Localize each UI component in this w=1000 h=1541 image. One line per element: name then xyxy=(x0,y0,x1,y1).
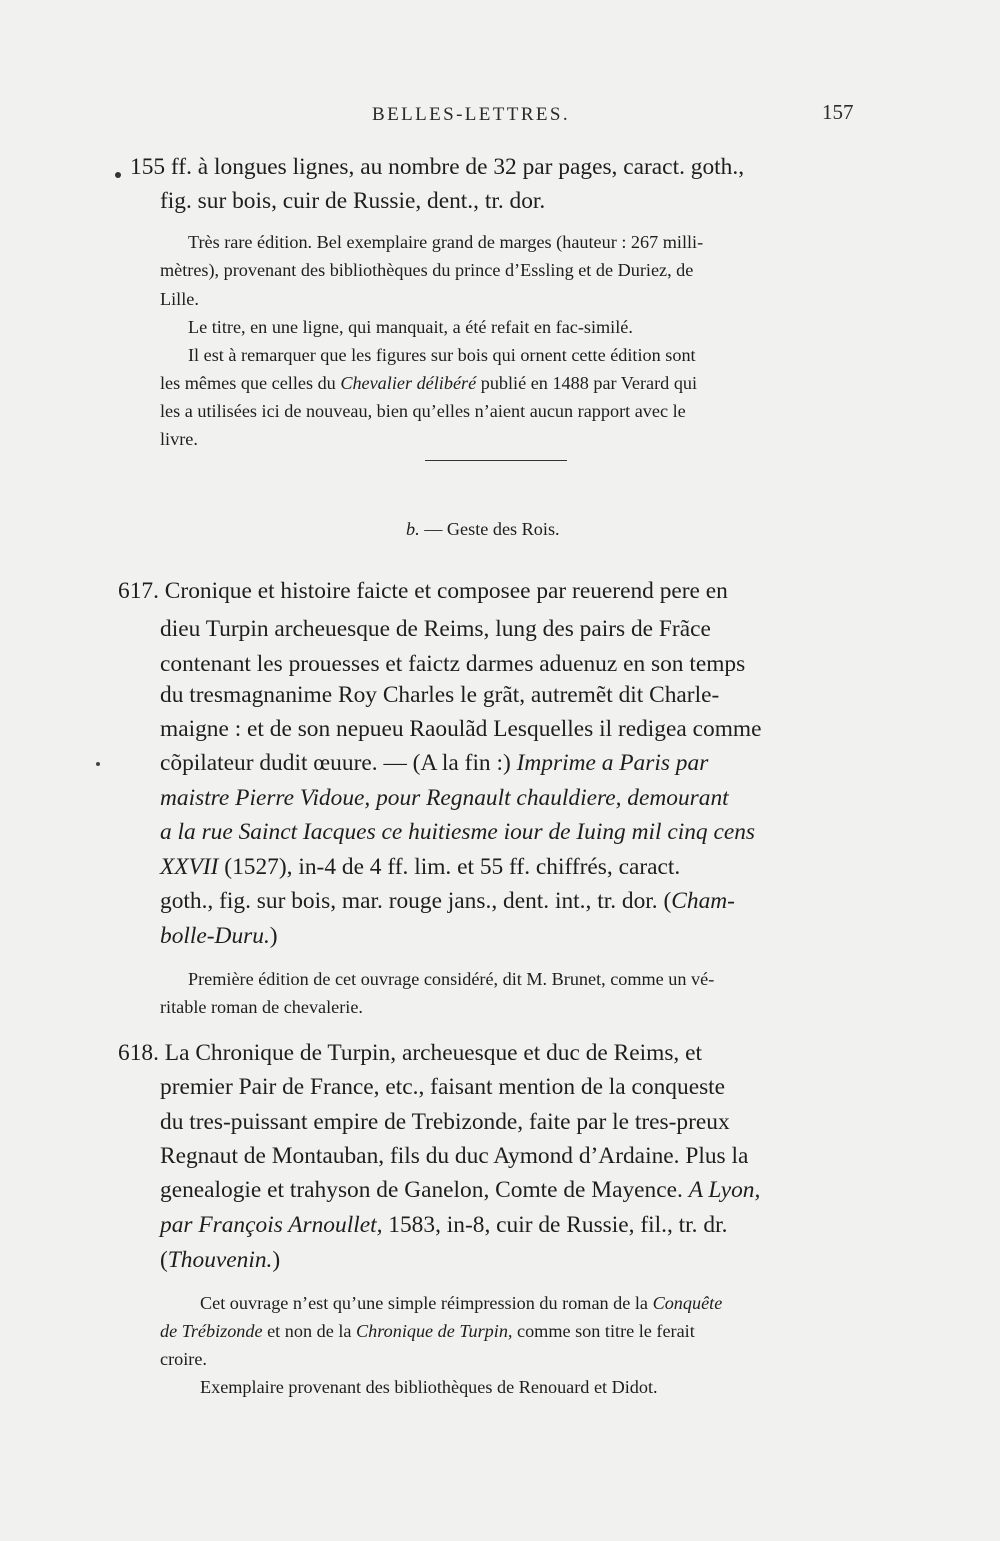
entry-616-line-1: 155 ff. à longues lignes, au nombre de 32 par pages, caract. goth., xyxy=(130,154,745,180)
entry-618-line-4: Regnaut de Montauban, fils du duc Aymond d’Ardaine. Plus la xyxy=(160,1143,749,1169)
entry-617-line-1 xyxy=(118,576,728,606)
entry-616-note-line-7: les a utilisées ici de nouveau, bien qu’elles n’aient aucun rapport avec le xyxy=(160,401,686,421)
entry-text: (1527), in-4 de 4 ff. lim. et 55 ff. chiffrés, caract. xyxy=(218,854,681,880)
cited-title: Chronique de Turpin, xyxy=(356,1321,513,1341)
entry-text: goth., fig. sur bois, mar. rouge jans., dent. int., tr. dor. ( xyxy=(160,888,672,914)
note-text: Cet ouvrage n’est qu’une simple réimpression du roman de la xyxy=(200,1293,653,1313)
page-number: 157 xyxy=(822,100,854,124)
entry-617-note-line-2: ritable roman de chevalerie. xyxy=(160,997,363,1017)
entry-617-note-line-1: Première édition de cet ouvrage considéré, dit M. Brunet, comme un vé- xyxy=(188,969,715,989)
binder-name: Thouvenin. xyxy=(167,1247,273,1273)
entry-616-note-line-5: Il est à remarquer que les figures sur bois qui ornent cette édition sont xyxy=(188,345,696,365)
entry-618-note-line-2 xyxy=(160,1319,695,1343)
margin-speck xyxy=(96,762,100,766)
entry-618-line-7 xyxy=(160,1245,280,1275)
entry-number: 618. xyxy=(118,1040,159,1066)
section-heading xyxy=(406,517,560,541)
entry-616-note-line-6 xyxy=(160,371,697,395)
entry-number: 617. xyxy=(118,578,159,604)
entry-text: cõpilateur dudit œuure. — (A la fin :) xyxy=(160,750,517,776)
section-divider xyxy=(425,460,567,461)
entry-617-line-10 xyxy=(160,886,735,916)
entry-text: 1583, in-8, cuir de Russie, fil., tr. dr. xyxy=(382,1212,728,1238)
entry-616-line-2: fig. sur bois, cuir de Russie, dent., tr. dor. xyxy=(160,188,546,214)
entry-text: genealogie et trahyson de Ganelon, Comte de Mayence. xyxy=(160,1177,689,1203)
note-text: comme son titre le ferait xyxy=(512,1321,695,1341)
note-text: les mêmes que celles du xyxy=(160,373,341,393)
entry-616-note-line-3: Lille. xyxy=(160,289,199,309)
entry-617-line-5: maigne : et de son nepueu Raoulãd Lesquelles il redigea comme xyxy=(160,716,762,742)
note-text: publié en 1488 par Verard qui xyxy=(476,373,698,393)
entry-618-line-3: du tres-puissant empire de Trebizonde, faite par le tres-preux xyxy=(160,1109,730,1135)
entry-616-note-line-8: livre. xyxy=(160,429,198,449)
binder-name: Cham- xyxy=(671,888,735,914)
entry-618-note-line-1 xyxy=(200,1291,722,1315)
imprint-text: Imprime a Paris par xyxy=(516,750,709,776)
cited-title: Conquête xyxy=(652,1293,723,1313)
entry-618-line-1 xyxy=(118,1038,702,1068)
entry-617-line-2: dieu Turpin archeuesque de Reims, lung des pairs de Frãce xyxy=(160,616,711,642)
entry-text: La Chronique de Turpin, archeuesque et duc de Reims, et xyxy=(164,1040,703,1066)
entry-617-line-4: du tresmagnanime Roy Charles le grãt, autremẽt dit Charle- xyxy=(160,682,720,708)
entry-text: ) xyxy=(272,1247,281,1273)
running-title: BELLES-LETTRES. xyxy=(372,104,571,125)
entry-617-line-6 xyxy=(160,748,708,778)
note-text: et non de la xyxy=(262,1321,356,1341)
entry-616-note-line-1: Très rare édition. Bel exemplaire grand de marges (hauteur : 267 milli- xyxy=(188,232,704,252)
entry-text: ( xyxy=(160,1247,168,1273)
entry-617-line-11 xyxy=(160,921,278,951)
entry-616-note-line-4: Le titre, en une ligne, qui manquait, a été refait en fac-similé. xyxy=(188,317,633,337)
entry-618-line-5 xyxy=(160,1175,760,1205)
section-title: — Geste des Rois. xyxy=(419,519,560,539)
entry-618-note-line-4: Exemplaire provenant des bibliothèques de Renouard et Didot. xyxy=(200,1377,658,1397)
imprint-text: A Lyon, xyxy=(688,1177,761,1203)
entry-617-line-9 xyxy=(160,852,680,882)
entry-618-line-2: premier Pair de France, etc., faisant mention de la conqueste xyxy=(160,1074,726,1100)
margin-mark xyxy=(115,172,121,178)
imprint-text: XXVII xyxy=(160,854,219,880)
entry-617-line-8: a la rue Sainct Iacques ce huitiesme iour de Iuing mil cinq cens xyxy=(160,819,756,845)
entry-text: ) xyxy=(269,923,278,949)
binder-name: bolle-Duru. xyxy=(160,923,270,949)
cited-title: Chevalier délibéré xyxy=(340,373,477,393)
section-letter: b. xyxy=(406,519,420,539)
cited-title: de Trébizonde xyxy=(160,1321,263,1341)
entry-617-line-7: maistre Pierre Vidoue, pour Regnault chauldiere, demourant xyxy=(160,785,729,811)
entry-616-note-line-2: mètres), provenant des bibliothèques du prince d’Essling et de Duriez, de xyxy=(160,260,694,280)
entry-text: Cronique et histoire faicte et composee par reuerend pere en xyxy=(164,578,728,604)
entry-617-line-3: contenant les prouesses et faictz darmes aduenuz en son temps xyxy=(160,651,746,677)
imprint-text: par François Arnoullet, xyxy=(160,1212,383,1238)
entry-618-line-6 xyxy=(160,1210,727,1240)
entry-618-note-line-3: croire. xyxy=(160,1349,207,1369)
